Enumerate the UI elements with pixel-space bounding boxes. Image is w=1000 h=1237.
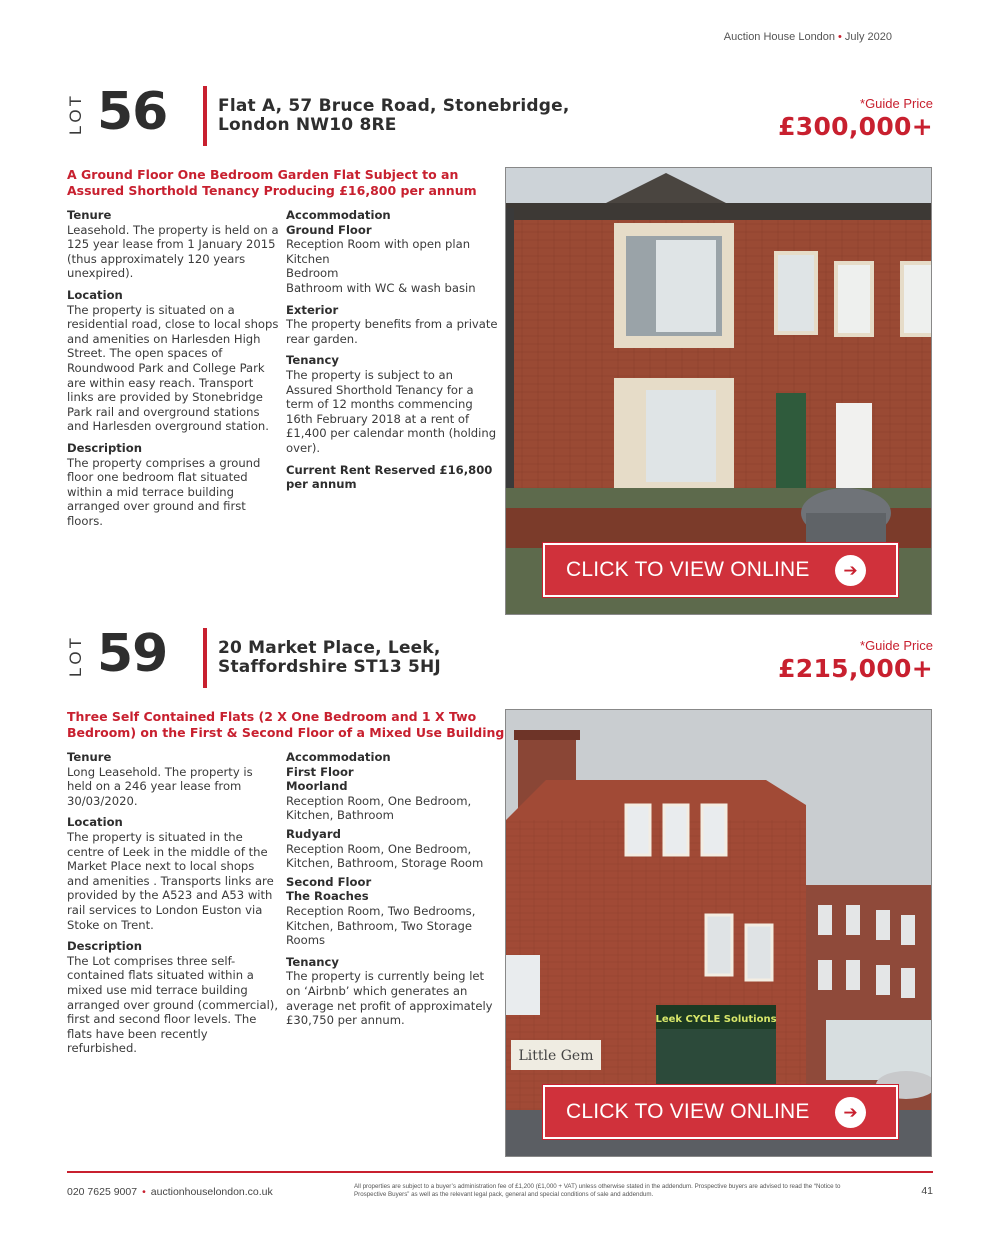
lot-label: LOT	[66, 634, 86, 678]
guide-price-label: *Guide Price	[860, 638, 933, 653]
property-address: Flat A, 57 Bruce Road, Stonebridge, London NW10 8RE	[218, 96, 570, 135]
footer-website-link[interactable]: auctionhouselondon.co.uk	[150, 1186, 273, 1198]
accommodation-heading: Accommodation	[286, 750, 391, 764]
view-online-button[interactable]	[543, 543, 898, 597]
page-number: 41	[921, 1185, 933, 1197]
details-column-right	[286, 750, 498, 1035]
details-column-right	[286, 208, 498, 499]
address-divider	[203, 628, 207, 688]
flat-rooms: Reception Room, One Bedroom, Kitchen, Bathroom	[286, 793, 472, 823]
accommodation-heading: Accommodation	[286, 208, 391, 222]
second-floor-heading: Second Floor	[286, 874, 372, 889]
publisher-name: Auction House London	[723, 31, 836, 43]
details-column-left	[67, 750, 279, 1063]
accommodation-line: Bathroom with WC & wash basin	[286, 280, 476, 295]
page-header	[724, 31, 892, 43]
accommodation-line: Bedroom	[286, 266, 339, 281]
tenure-heading: Tenure	[67, 208, 112, 222]
bullet-separator: •	[838, 31, 842, 43]
arrow-right-icon: ➔	[835, 555, 866, 586]
description-text: The Lot comprises three self-contained flats situated within a mixed use mid terrace building arranged over ground (commercial), first and second floor levels. The flats have been recently refurbished.	[67, 953, 279, 1056]
guide-price-value: £215,000+	[778, 654, 933, 683]
footer-phone[interactable]: 020 7625 9007	[67, 1186, 138, 1198]
view-online-label: CLICK TO VIEW ONLINE	[566, 558, 810, 581]
footer-contact	[67, 1186, 273, 1198]
description-heading: Description	[67, 440, 142, 455]
guide-price-label: *Guide Price	[860, 96, 933, 111]
location-heading: Location	[67, 815, 123, 830]
tenure-text: Long Leasehold. The property is held on a 246 year lease from 30/03/2020.	[67, 764, 253, 808]
bullet-separator: •	[142, 1186, 146, 1198]
tenancy-text: The property is currently being let on ‘Airbnb’ which generates an average net profit of approximately £30,750 per annum.	[286, 969, 493, 1028]
exterior-heading: Exterior	[286, 302, 339, 317]
exterior-text: The property benefits from a private rear garden.	[286, 317, 498, 346]
address-divider	[203, 86, 207, 146]
location-text: The property is situated in the centre of Leek in the middle of the Market Place next to local shops and amenities . Transports links are provided by the A523 and A53 with rail services to London Euston via Stoke on Trent.	[67, 829, 274, 932]
lot-label: LOT	[66, 92, 86, 136]
flat-name-rudyard: Rudyard	[286, 826, 341, 841]
details-column-left	[67, 208, 279, 535]
flat-rooms: Reception Room, One Bedroom, Kitchen, Bathroom, Storage Room	[286, 841, 484, 871]
footer-disclaimer: All properties are subject to a buyer’s administration fee of £1,200 (£1,000 + VAT) unless otherwise stated in the addendum. Prospective buyers are advised to read the “Notice to Prospective Buyers” as well as the relevant legal pack, general and special conditions of sale and addendum.	[354, 1183, 841, 1198]
lot-number: 59	[97, 624, 168, 684]
description-heading: Description	[67, 939, 142, 954]
guide-price-value: £300,000+	[778, 112, 933, 141]
tenure-heading: Tenure	[67, 750, 112, 764]
tenure-text: Leasehold. The property is held on a 125 year lease from 1 January 2015 (thus approximately 120 years unexpired).	[67, 222, 279, 281]
flat-rooms: Reception Room, Two Bedrooms, Kitchen, Bathroom, Two Storage Rooms	[286, 903, 476, 948]
location-text: The property is situated on a residential road, close to local shops and amenities on Harlesden High Street. The open spaces of Roundwood Park and College Park are within easy reach. Transport links are provided by Stonebridge Park rail and overground stations and Harlesden overground station.	[67, 302, 279, 434]
first-floor-heading: First Floor	[286, 764, 354, 779]
shop-sign-little-gem: Little Gem	[518, 1048, 594, 1064]
view-online-button[interactable]	[543, 1085, 898, 1139]
ground-floor-heading: Ground Floor	[286, 222, 372, 237]
flat-name-roaches: The Roaches	[286, 889, 369, 904]
lot-subtitle: Three Self Contained Flats (2 X One Bedroom and 1 X Two Bedroom) on the First & Second Floor of a Mixed Use Building	[67, 709, 505, 740]
description-text: The property comprises a ground floor one bedroom flat situated within a mid terrace building arranged over ground and first floors.	[67, 455, 261, 528]
accommodation-line: Kitchen	[286, 251, 330, 266]
location-heading: Location	[67, 287, 123, 302]
arrow-right-icon: ➔	[835, 1097, 866, 1128]
accommodation-line: Reception Room with open plan	[286, 237, 471, 252]
current-rent: Current Rent Reserved £16,800 per annum	[286, 462, 493, 492]
tenancy-heading: Tenancy	[286, 954, 339, 969]
issue-date: July 2020	[844, 31, 892, 43]
tenancy-heading: Tenancy	[286, 353, 339, 368]
flat-name-moorland: Moorland	[286, 779, 348, 794]
view-online-label: CLICK TO VIEW ONLINE	[566, 1100, 810, 1123]
shop-sign-cycle: Leek CYCLE Solutions	[655, 1014, 777, 1025]
tenancy-text: The property is subject to an Assured Shorthold Tenancy for a term of 12 months commencing 16th February 2018 at a rent of £1,400 per calendar month (holding over).	[286, 367, 497, 455]
lot-number: 56	[97, 82, 168, 142]
lot-subtitle: A Ground Floor One Bedroom Garden Flat Subject to an Assured Shorthold Tenancy Producing £16,800 per annum	[67, 167, 477, 198]
property-address: 20 Market Place, Leek, Staffordshire ST13 5HJ	[218, 638, 441, 677]
footer-divider	[67, 1171, 933, 1173]
